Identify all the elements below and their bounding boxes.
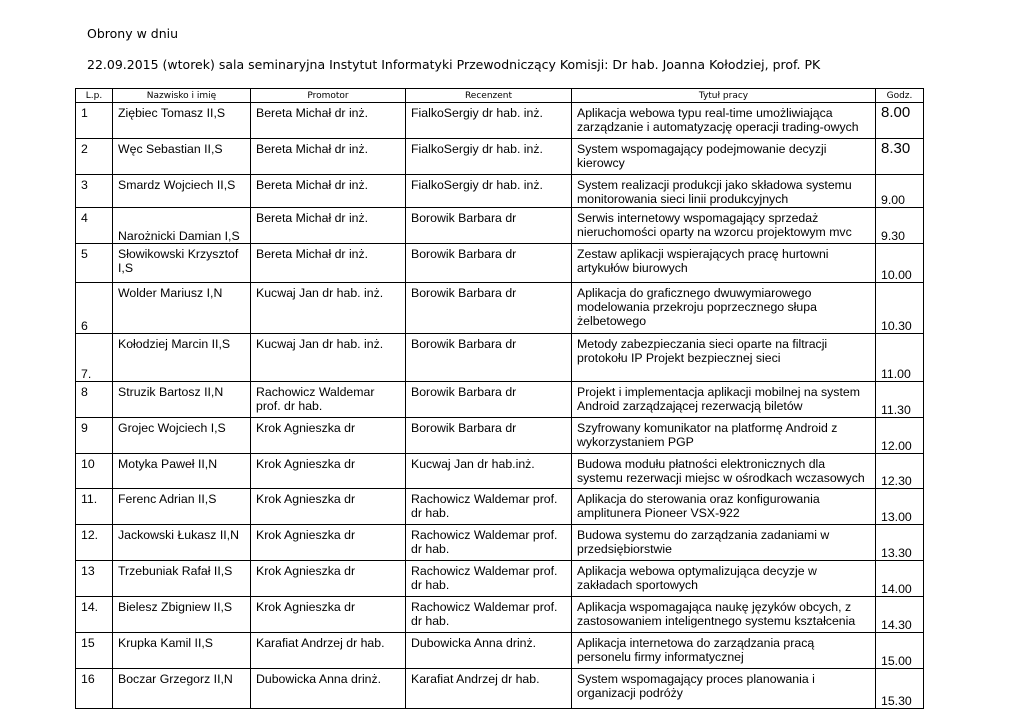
student-name: Motyka Paweł II,N bbox=[113, 454, 251, 489]
thesis-title: Aplikacja webowa optymalizująca decyzje w zakładach sportowych bbox=[572, 561, 876, 597]
reviewer: Borowik Barbara dr bbox=[406, 283, 572, 334]
student-name: Węc Sebastian II,S bbox=[113, 139, 251, 175]
row-number: 14. bbox=[76, 597, 113, 633]
defense-time: 14.00 bbox=[876, 561, 924, 597]
reviewer: Rachowicz Waldemar prof. dr hab. bbox=[406, 489, 572, 525]
thesis-title: Aplikacja internetowa do zarządzania pracą personelu firmy informatycznej bbox=[572, 633, 876, 669]
defense-time: 15.30 bbox=[876, 669, 924, 709]
row-number: 1 bbox=[76, 103, 113, 139]
thesis-title: Serwis internetowy wspomagający sprzedaż nieruchomości oparty na wzorcu projektowym mvc bbox=[572, 208, 876, 244]
table-row bbox=[76, 283, 924, 334]
defense-time: 13.30 bbox=[876, 525, 924, 561]
thesis-title: System wspomagający podejmowanie decyzji kierowcy bbox=[572, 139, 876, 175]
defense-time: 8.30 bbox=[876, 139, 924, 175]
session-info: 22.09.2015 (wtorek) sala seminaryjna Instytut Informatyki Przewodniczący Komisji: Dr hab. Joanna Kołodziej, prof. PK bbox=[87, 57, 821, 72]
supervisor: Krok Agnieszka dr bbox=[251, 525, 406, 561]
student-name: Grojec Wojciech I,S bbox=[113, 418, 251, 454]
defense-time: 12.00 bbox=[876, 418, 924, 454]
reviewer: FialkoSergiy dr hab. inż. bbox=[406, 175, 572, 208]
reviewer: Rachowicz Waldemar prof. dr hab. bbox=[406, 525, 572, 561]
defense-time: 9.00 bbox=[876, 175, 924, 208]
student-name: Kołodziej Marcin II,S bbox=[113, 334, 251, 382]
column-header-reviewer: Recenzent bbox=[406, 89, 572, 103]
student-name: Boczar Grzegorz II,N bbox=[113, 669, 251, 709]
row-number: 5 bbox=[76, 244, 113, 283]
thesis-title: Aplikacja do graficznego dwuwymiarowego modelowania przekroju poprzecznego słupa żelbetowego bbox=[572, 283, 876, 334]
table-row bbox=[76, 525, 924, 561]
defense-time: 15.00 bbox=[876, 633, 924, 669]
defense-schedule-table bbox=[75, 88, 924, 709]
student-name: Wolder Mariusz I,N bbox=[113, 283, 251, 334]
thesis-title: System realizacji produkcji jako składowa systemu monitorowania sieci linii produkcyjnych bbox=[572, 175, 876, 208]
student-name: Ziębiec Tomasz II,S bbox=[113, 103, 251, 139]
column-header-time: Godz. bbox=[876, 89, 924, 103]
supervisor: Krok Agnieszka dr bbox=[251, 418, 406, 454]
table-row bbox=[76, 139, 924, 175]
table-row bbox=[76, 175, 924, 208]
defense-time: 14.30 bbox=[876, 597, 924, 633]
supervisor: Bereta Michał dr inż. bbox=[251, 103, 406, 139]
thesis-title: Zestaw aplikacji wspierających pracę hurtowni artykułów biurowych bbox=[572, 244, 876, 283]
defense-time: 11.00 bbox=[876, 334, 924, 382]
row-number: 3 bbox=[76, 175, 113, 208]
row-number: 9 bbox=[76, 418, 113, 454]
supervisor: Bereta Michał dr inż. bbox=[251, 208, 406, 244]
table-row bbox=[76, 208, 924, 244]
thesis-title: Budowa modułu płatności elektronicznych dla systemu rezerwacji miejsc w ośrodkach wczasowych bbox=[572, 454, 876, 489]
row-number: 13 bbox=[76, 561, 113, 597]
table-row bbox=[76, 561, 924, 597]
supervisor: Kucwaj Jan dr hab. inż. bbox=[251, 283, 406, 334]
supervisor: Bereta Michał dr inż. bbox=[251, 175, 406, 208]
table-row bbox=[76, 454, 924, 489]
student-name: Krupka Kamil II,S bbox=[113, 633, 251, 669]
table-row bbox=[76, 489, 924, 525]
defense-time: 9.30 bbox=[876, 208, 924, 244]
row-number: 10 bbox=[76, 454, 113, 489]
table-row bbox=[76, 244, 924, 283]
table-row bbox=[76, 334, 924, 382]
defense-time: 11.30 bbox=[876, 382, 924, 418]
reviewer: Dubowicka Anna drinż. bbox=[406, 633, 572, 669]
table-row bbox=[76, 669, 924, 709]
thesis-title: System wspomagający proces planowania i organizacji podróży bbox=[572, 669, 876, 709]
student-name: Słowikowski Krzysztof I,S bbox=[113, 244, 251, 283]
row-number: 15 bbox=[76, 633, 113, 669]
row-number: 7. bbox=[76, 334, 113, 382]
thesis-title: Budowa systemu do zarządzania zadaniami w przedsiębiorstwie bbox=[572, 525, 876, 561]
supervisor: Rachowicz Waldemar prof. dr hab. bbox=[251, 382, 406, 418]
thesis-title: Aplikacja wspomagająca naukę języków obcych, z zastosowaniem inteligentnego systemu kształcenia bbox=[572, 597, 876, 633]
table-row bbox=[76, 103, 924, 139]
student-name: Bielesz Zbigniew II,S bbox=[113, 597, 251, 633]
reviewer: Rachowicz Waldemar prof. dr hab. bbox=[406, 597, 572, 633]
reviewer: Karafiat Andrzej dr hab. bbox=[406, 669, 572, 709]
table-row bbox=[76, 418, 924, 454]
student-name: Smardz Wojciech II,S bbox=[113, 175, 251, 208]
table-row bbox=[76, 382, 924, 418]
reviewer: Borowik Barbara dr bbox=[406, 334, 572, 382]
column-header-title: Tytuł pracy bbox=[572, 89, 876, 103]
document-title: Obrony w dniu bbox=[87, 26, 179, 41]
row-number: 6 bbox=[76, 283, 113, 334]
thesis-title: Aplikacja webowa typu real-time umożliwiająca zarządzanie i automatyzację operacji trading-owych bbox=[572, 103, 876, 139]
defense-time: 10.00 bbox=[876, 244, 924, 283]
reviewer: Kucwaj Jan dr hab.inż. bbox=[406, 454, 572, 489]
row-number: 4 bbox=[76, 208, 113, 244]
row-number: 12. bbox=[76, 525, 113, 561]
student-name: Narożnicki Damian I,S bbox=[113, 208, 251, 244]
defense-time: 10.30 bbox=[876, 283, 924, 334]
student-name: Ferenc Adrian II,S bbox=[113, 489, 251, 525]
supervisor: Bereta Michał dr inż. bbox=[251, 139, 406, 175]
row-number: 11. bbox=[76, 489, 113, 525]
reviewer: Borowik Barbara dr bbox=[406, 244, 572, 283]
defense-time: 12.30 bbox=[876, 454, 924, 489]
column-header-promotor: Promotor bbox=[251, 89, 406, 103]
reviewer: Borowik Barbara dr bbox=[406, 382, 572, 418]
reviewer: Rachowicz Waldemar prof. dr hab. bbox=[406, 561, 572, 597]
supervisor: Krok Agnieszka dr bbox=[251, 454, 406, 489]
row-number: 16 bbox=[76, 669, 113, 709]
supervisor: Dubowicka Anna drinż. bbox=[251, 669, 406, 709]
supervisor: Bereta Michał dr inż. bbox=[251, 244, 406, 283]
reviewer: Borowik Barbara dr bbox=[406, 418, 572, 454]
supervisor: Krok Agnieszka dr bbox=[251, 489, 406, 525]
supervisor: Krok Agnieszka dr bbox=[251, 597, 406, 633]
column-header-lp: L.p. bbox=[76, 89, 113, 103]
table-row bbox=[76, 597, 924, 633]
thesis-title: Szyfrowany komunikator na platformę Android z wykorzystaniem PGP bbox=[572, 418, 876, 454]
reviewer: Borowik Barbara dr bbox=[406, 208, 572, 244]
row-number: 2 bbox=[76, 139, 113, 175]
supervisor: Kucwaj Jan dr hab. inż. bbox=[251, 334, 406, 382]
column-header-name: Nazwisko i imię bbox=[113, 89, 251, 103]
table-row bbox=[76, 633, 924, 669]
defense-time: 8.00 bbox=[876, 103, 924, 139]
reviewer: FialkoSergiy dr hab. inż. bbox=[406, 103, 572, 139]
student-name: Struzik Bartosz II,N bbox=[113, 382, 251, 418]
student-name: Jackowski Łukasz II,N bbox=[113, 525, 251, 561]
table-header-row bbox=[76, 89, 924, 103]
defense-time: 13.00 bbox=[876, 489, 924, 525]
reviewer: FialkoSergiy dr hab. inż. bbox=[406, 139, 572, 175]
row-number: 8 bbox=[76, 382, 113, 418]
student-name: Trzebuniak Rafał II,S bbox=[113, 561, 251, 597]
supervisor: Krok Agnieszka dr bbox=[251, 561, 406, 597]
table-body bbox=[76, 103, 924, 709]
thesis-title: Aplikacja do sterowania oraz konfigurowania amplitunera Pioneer VSX-922 bbox=[572, 489, 876, 525]
thesis-title: Metody zabezpieczania sieci oparte na filtracji protokołu IP Projekt bezpiecznej sieci bbox=[572, 334, 876, 382]
supervisor: Karafiat Andrzej dr hab. bbox=[251, 633, 406, 669]
thesis-title: Projekt i implementacja aplikacji mobilnej na system Android zarządzającej rezerwacją biletów bbox=[572, 382, 876, 418]
